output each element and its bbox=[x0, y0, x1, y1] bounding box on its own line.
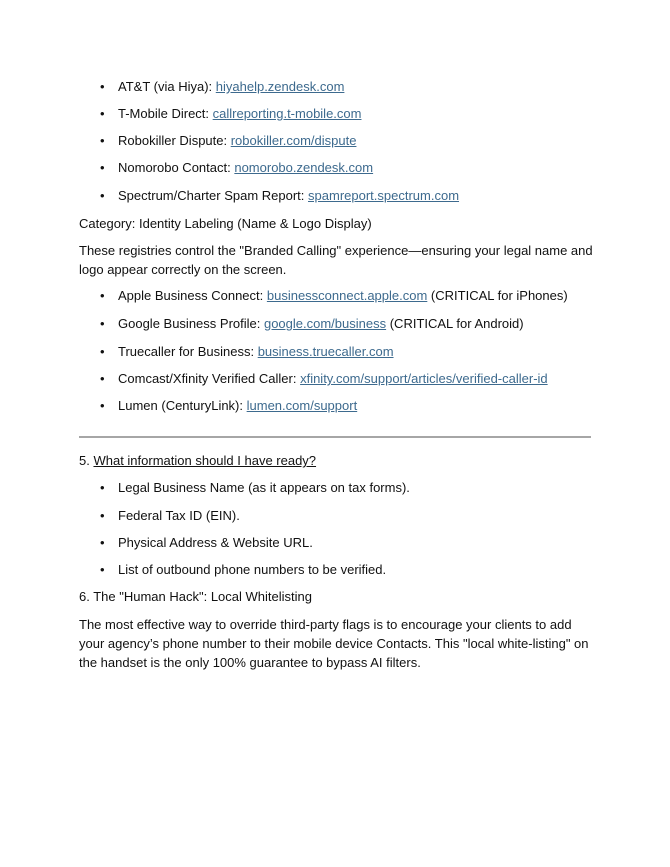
bullet-icon: • bbox=[100, 344, 105, 359]
section-divider bbox=[79, 436, 591, 438]
bullet-icon: • bbox=[100, 562, 105, 577]
list-item bbox=[100, 188, 460, 204]
item-link[interactable]: xfinity.com/support/articles/verified-caller-id bbox=[300, 371, 548, 386]
item-label: Google Business Profile: bbox=[118, 316, 264, 331]
bullet-icon: • bbox=[100, 160, 105, 175]
list-item bbox=[100, 535, 313, 551]
item-label: Apple Business Connect: bbox=[118, 288, 267, 303]
list-item bbox=[100, 398, 358, 414]
bullet-icon: • bbox=[100, 106, 105, 121]
item-text: List of outbound phone numbers to be verified. bbox=[118, 562, 387, 577]
list-item bbox=[100, 480, 410, 496]
section-6-body: The most effective way to override third-party flags is to encourage your clients to add your agency’s phone number to their mobile device Contacts. This "local white-listing" on the handset is the only 100% guarantee to bypass AI filters. bbox=[79, 617, 589, 670]
item-label: T-Mobile Direct: bbox=[118, 106, 213, 121]
bullet-icon: • bbox=[100, 480, 105, 495]
item-label: AT&T (via Hiya): bbox=[118, 79, 216, 94]
item-label: Truecaller for Business: bbox=[118, 344, 258, 359]
item-note: (CRITICAL for iPhones) bbox=[427, 288, 568, 303]
bullet-icon: • bbox=[100, 188, 105, 203]
item-link[interactable]: business.truecaller.com bbox=[257, 344, 394, 359]
bullet-icon: • bbox=[100, 535, 105, 550]
list-item bbox=[100, 508, 240, 524]
item-text: Physical Address & Website URL. bbox=[118, 535, 313, 550]
bullet-icon: • bbox=[100, 371, 105, 386]
list-item bbox=[100, 316, 524, 332]
bullet-icon: • bbox=[100, 79, 105, 94]
bullet-icon: • bbox=[100, 316, 105, 331]
item-label: Robokiller Dispute: bbox=[118, 133, 231, 148]
item-link[interactable]: businessconnect.apple.com bbox=[266, 288, 428, 303]
category-heading: Category: Identity Labeling (Name & Logo Display) bbox=[79, 216, 372, 231]
item-text: Legal Business Name (as it appears on tax forms). bbox=[118, 480, 410, 495]
item-label: Nomorobo Contact: bbox=[118, 160, 235, 175]
item-label: Lumen (CenturyLink): bbox=[118, 398, 247, 413]
section-5-number: 5. bbox=[79, 453, 94, 468]
list-item bbox=[100, 371, 548, 387]
item-label: Spectrum/Charter Spam Report: bbox=[118, 188, 309, 203]
list-item bbox=[100, 562, 387, 578]
item-link[interactable]: google.com/business bbox=[263, 316, 387, 331]
item-link[interactable]: nomorobo.zendesk.com bbox=[234, 160, 374, 175]
item-link[interactable]: lumen.com/support bbox=[246, 398, 358, 413]
section-6-heading: 6. The "Human Hack": Local Whitelisting bbox=[79, 589, 312, 604]
item-link[interactable]: robokiller.com/dispute bbox=[230, 133, 357, 148]
bullet-icon: • bbox=[100, 133, 105, 148]
bullet-icon: • bbox=[100, 398, 105, 413]
list-item bbox=[100, 133, 357, 149]
bullet-icon: • bbox=[100, 508, 105, 523]
list-item bbox=[100, 160, 374, 176]
list-item bbox=[100, 288, 568, 304]
item-link[interactable]: hiyahelp.zendesk.com bbox=[215, 79, 345, 94]
bullet-icon: • bbox=[100, 288, 105, 303]
item-link[interactable]: spamreport.spectrum.com bbox=[308, 188, 460, 203]
identity-intro: These registries control the "Branded Calling" experience—ensuring your legal name and logo appear correctly on the screen. bbox=[79, 243, 593, 277]
item-link[interactable]: callreporting.t-mobile.com bbox=[212, 106, 362, 121]
list-item bbox=[100, 79, 345, 95]
list-item bbox=[100, 344, 394, 360]
section-5-heading bbox=[79, 453, 316, 469]
list-item bbox=[100, 106, 362, 122]
section-5-title: What information should I have ready? bbox=[93, 453, 317, 468]
item-note: (CRITICAL for Android) bbox=[386, 316, 524, 331]
item-text: Federal Tax ID (EIN). bbox=[118, 508, 240, 523]
item-label: Comcast/Xfinity Verified Caller: bbox=[118, 371, 301, 386]
